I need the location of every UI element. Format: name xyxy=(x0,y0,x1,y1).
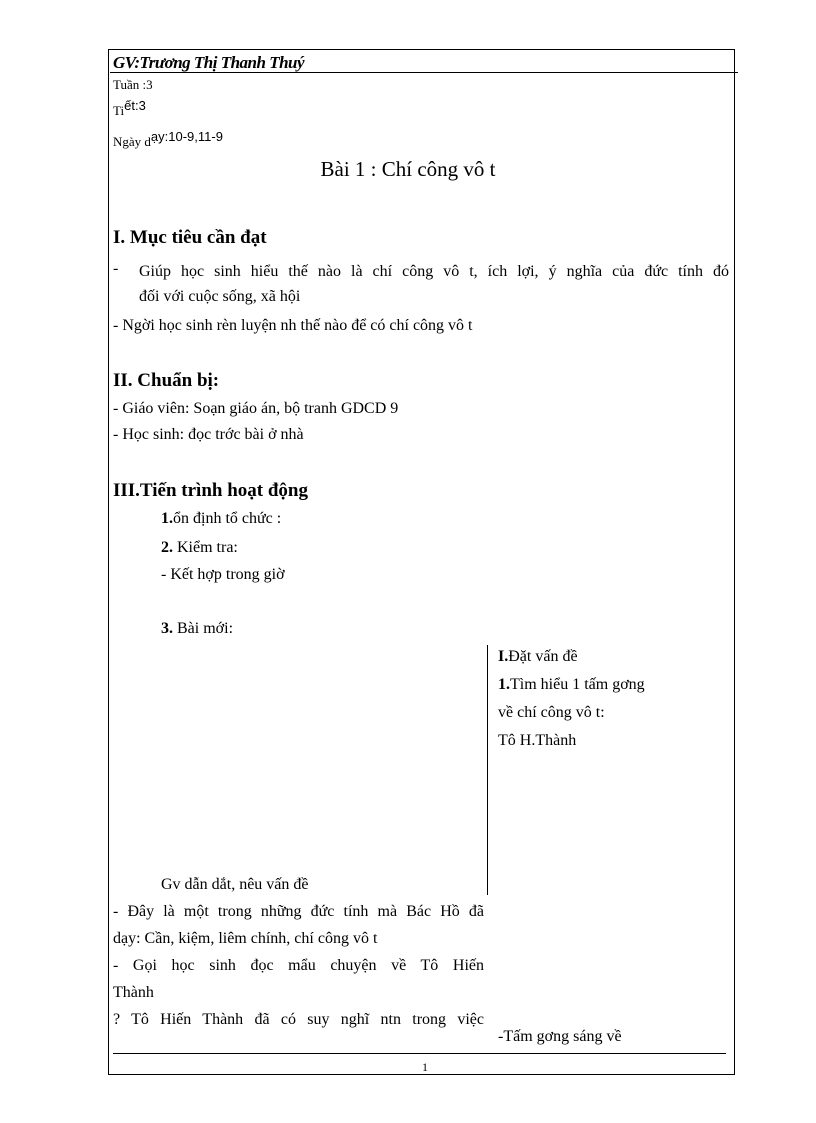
section1-line3: - Ngời học sinh rèn luyện nh thế nào để có chí công vô t xyxy=(113,317,473,334)
left-line3: - Gọi học sinh đọc mẩu chuyện về Tô Hiến xyxy=(113,957,484,974)
step3-text: Bài mới: xyxy=(173,620,234,637)
left-line1: - Đây là một trong những đức tính mà Bác Hồ đã xyxy=(113,903,484,920)
section2-line1: - Giáo viên: Soạn giáo án, bộ tranh GDCD 9 xyxy=(113,400,399,417)
section2-heading: II. Chuẩn bị: xyxy=(113,370,220,391)
right-line3: Tô H.Thành xyxy=(498,732,577,749)
section1-line1: Giúp học sinh hiểu thế nào là chí công vô t, ích lợi, ý nghĩa của đức tính đó xyxy=(139,263,729,280)
right-subheading-text: Tìm hiểu 1 tấm gơng xyxy=(510,676,645,693)
date-prefix: Ngày d xyxy=(113,134,151,149)
step1-number: 1. xyxy=(161,510,173,527)
section3-heading: III.Tiến trình hoạt động xyxy=(113,480,308,501)
section1-heading: I. Mục tiêu cần đạt xyxy=(113,227,267,248)
date-label xyxy=(113,128,223,149)
lesson-title: Bài 1 : Chí công vô t xyxy=(320,157,496,181)
right-bottom-line: -Tấm gơng sáng về xyxy=(498,1028,622,1045)
left-intro: Gv dẫn dắt, nêu vấn đề xyxy=(161,876,309,893)
left-line2: dạy: Cần, kiệm, liêm chính, chí công vô t xyxy=(113,930,378,947)
section2-line2: - Học sinh: đọc trớc bài ở nhà xyxy=(113,426,304,443)
right-line2: về chí công vô t: xyxy=(498,704,605,721)
header-rule xyxy=(110,72,738,73)
right-heading-text: Đặt vấn đề xyxy=(508,648,578,665)
left-line5: ? Tô Hiến Thành đã có suy nghĩ ntn trong việc xyxy=(113,1011,484,1028)
section1-bullet: - xyxy=(113,260,119,277)
step2-text: Kiểm tra: xyxy=(173,539,238,556)
period-prefix: Ti xyxy=(113,103,125,118)
page-number: 1 xyxy=(422,1060,428,1074)
period-label xyxy=(113,97,146,118)
step2-number: 2. xyxy=(161,539,173,556)
column-divider xyxy=(487,645,488,895)
period-value: ết:3 xyxy=(124,98,146,113)
right-heading-number: I. xyxy=(498,648,509,665)
step2 xyxy=(161,539,238,557)
step3-number: 3. xyxy=(161,620,173,637)
right-subheading xyxy=(498,676,645,694)
step1 xyxy=(161,510,281,528)
right-heading xyxy=(498,648,578,666)
footer-rule xyxy=(113,1053,726,1054)
teacher-name: GV:Trương Thị Thanh Thuý xyxy=(113,53,305,72)
section1-line2: đối với cuộc sống, xã hội xyxy=(139,288,301,305)
step1-text: ổn định tổ chức : xyxy=(173,510,282,527)
left-line4: Thành xyxy=(113,984,154,1001)
week-label: Tuần :3 xyxy=(113,77,153,92)
step3 xyxy=(161,620,233,638)
date-value: ạy:10-9,11-9 xyxy=(150,129,223,144)
page-border xyxy=(108,49,735,1075)
right-subheading-number: 1. xyxy=(498,676,510,693)
step2-sub: - Kết hợp trong giờ xyxy=(161,566,285,583)
